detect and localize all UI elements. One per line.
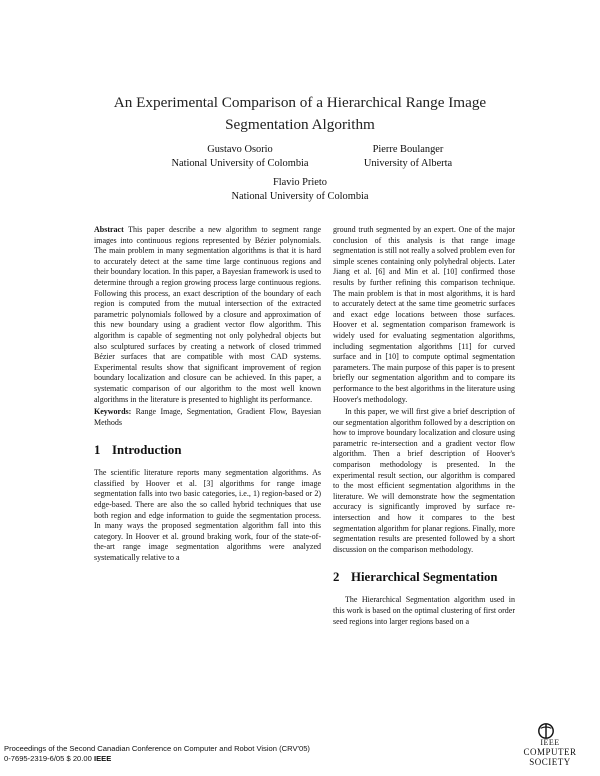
title-line-2: Segmentation Algorithm [225,116,375,133]
section-number: 1 [94,443,101,458]
section2-paragraph: The Hierarchical Segmentation algorithm used in this work is based on the optimal clustering of first order seed regions into larger regions based on a [333,595,515,626]
section-heading-introduction [94,442,321,458]
abstract [94,225,321,405]
author-affiliation: University of Alberta [363,158,453,169]
author-name: Gustavo Osorio [207,144,273,155]
footer-line-2 [4,754,424,764]
author-affiliation: National University of Colombia [171,158,309,169]
keywords [94,407,321,428]
ieee-computer-society-logo [505,722,595,772]
section-title: Hierarchical Segmentation [351,570,498,585]
section-number: 2 [333,570,340,585]
keywords-label: Keywords: [94,407,132,417]
author-affiliation: National University of Colombia [231,191,369,202]
right-column [333,225,515,627]
left-column [94,225,321,564]
author-2 [340,143,476,171]
proceedings-footer [4,744,424,764]
author-3 [210,176,390,204]
abstract-text: This paper describe a new algorithm to segment range images into continuous regions represented by Bézier polynomials. The main problem in many segmentation algorithms is that it is hard to accurately detect at the same time large continuous regions and their boundary location. In this paper, a Bayesian framework is used to determine through a region growing process large continuous regions. Following this process, an exact description of the boundary of each region is computed from the mutual intersection of the extracted parametric polynomials followed by a closure and approximation of this new boundary using a gradient vector flow algorithm. This algorithm is capable of segmenting not only polyhedral objects but also sculptured surfaces by creating a network of closed trimmed Bézier surfaces that are compatible with most CAD systems. Experimental results show that significant improvement of region boundary localization and closure can be achieved. In this paper, a systematic comparison of our algorithm to the most well known algorithms in the literature is presented to highlight its performance. [94,225,321,404]
abstract-label: Abstract [94,225,124,234]
section-heading-hierarchical-segmentation [333,569,515,585]
author-name: Pierre Boulanger [372,144,444,155]
intro-paragraph-continued: ground truth segmented by an expert. One of the major conclusion of this analysis is that range image segmentation is still not really a solved problem even for simple scenes containing only polyhedral objects. Later Jiang et al. [6] and Min et al. [10] confirmed those results by further refining this comparison technique. The main problem is that in most algorithms, it is hard to accurately detect at the same time geometric surfaces and exact edge locations between those surfaces. Hoover et al. segmentation comparison framework is widely used for evaluating segmentation algorithms, including segmentation algorithms [11] for curved surface and in [10] to compute optimal segmentation parameters. The main purpose of this paper is to present briefly our segmentation algorithm and to compare its performance to the best algorithms in the literature using Hoover's methodology. [333,225,515,404]
logo-text-ieee: IEEE [540,738,560,747]
logo-text-computer: COMPUTER [523,747,577,757]
paper-title [60,92,540,136]
author-name: Flavio Prieto [273,177,327,188]
title-line-1: An Experimental Comparison of a Hierarchical Range Image [113,94,487,111]
intro-paragraph-outline: In this paper, we will first give a brief description of our segmentation algorithm followed by a description on how to improve boundary localization and closure using parametric re-intersection and a gradient vector flow algorithm. Then a brief description of Hoover's comparison methodology is presented. In the experimental result section, our algorithm is compared to the most efficient segmentation algorithms in the literature. We will demonstrate how the segmentation accuracy is significantly improved by surface re-intersection and how it compares to the best segmentation algorithm for planar regions. Finally, more segmentation results are presented followed by a short discussion on the comparison methodology. [333,407,515,554]
keywords-text: Range Image, Segmentation, Gradient Flow, Bayesian Methods [94,407,321,427]
footer-ieee: IEEE [93,754,112,763]
logo-text-society: SOCIETY [529,757,571,767]
section-title: Introduction [112,443,182,458]
footer-line-1: Proceedings of the Second Canadian Conference on Computer and Robot Vision (CRV'05) [4,744,310,753]
author-1 [150,143,330,171]
introduction-paragraph: The scientific literature reports many segmentation algorithms. As classified by Hoover et al. [3] algorithms for range image segmentation falls into two basic categories, i.e., 1) region-based or 2) edge-based. There are also the so called hybrid techniques that use both region and edge information to guide the segmentation process. In many ways the proposed segmentation algorithm fall into this category. In Hoover et al. ground braking work, four of the state-of-the-art range image segmentation algorithms were analyzed systematically relative to a [94,468,321,563]
footer-isbn: 0-7695-2319-6/05 $ 20.00 [4,754,92,763]
